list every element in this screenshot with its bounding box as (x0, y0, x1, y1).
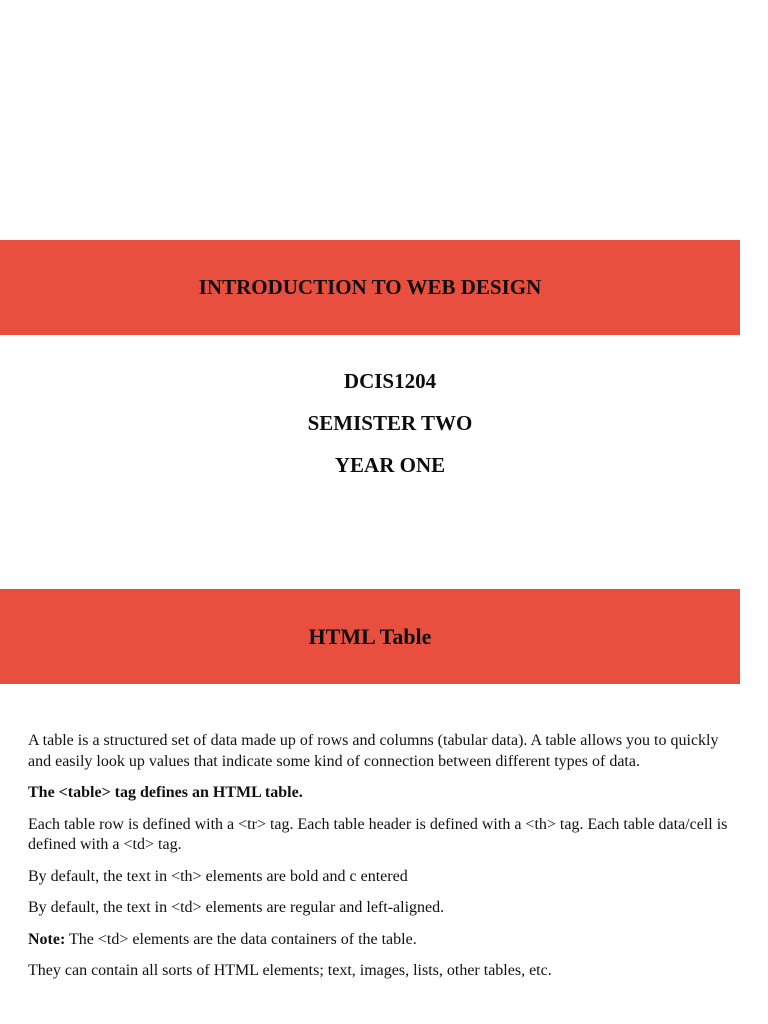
section-banner (0, 589, 740, 684)
header-banner (0, 240, 740, 335)
body-content (28, 731, 728, 993)
th-default-paragraph: By default, the text in <th> elements are bold and c entered (28, 867, 408, 885)
intro-paragraph: A table is a structured set of data made up of rows and columns (tabular data). A table allows you to quickly and easily look up values that indicate some kind of connection between different types of data. (28, 732, 719, 770)
document-title: INTRODUCTION TO WEB DESIGN (198, 275, 542, 299)
course-semester: SEMISTER TWO (307, 411, 473, 435)
note-label: Note: (28, 930, 66, 948)
course-code: DCIS1204 (343, 369, 437, 393)
contents-paragraph: They can contain all sorts of HTML elements; text, images, lists, other tables, etc. (28, 962, 552, 979)
section-title: HTML Table (308, 623, 432, 649)
rows-info-paragraph: Each table row is defined with a <tr> tag. Each table header is defined with a <th> tag. Each table data/cell is defined with a <td> tag. (28, 815, 728, 853)
definition-paragraph: The <table> tag defines an HTML table. (28, 784, 303, 801)
course-year: YEAR ONE (334, 453, 446, 477)
note-paragraph (28, 930, 728, 951)
course-info (0, 371, 768, 497)
td-default-paragraph: By default, the text in <td> elements are regular and left-aligned. (28, 899, 445, 916)
note-text: The <td> elements are the data containers of the table. (65, 930, 417, 948)
